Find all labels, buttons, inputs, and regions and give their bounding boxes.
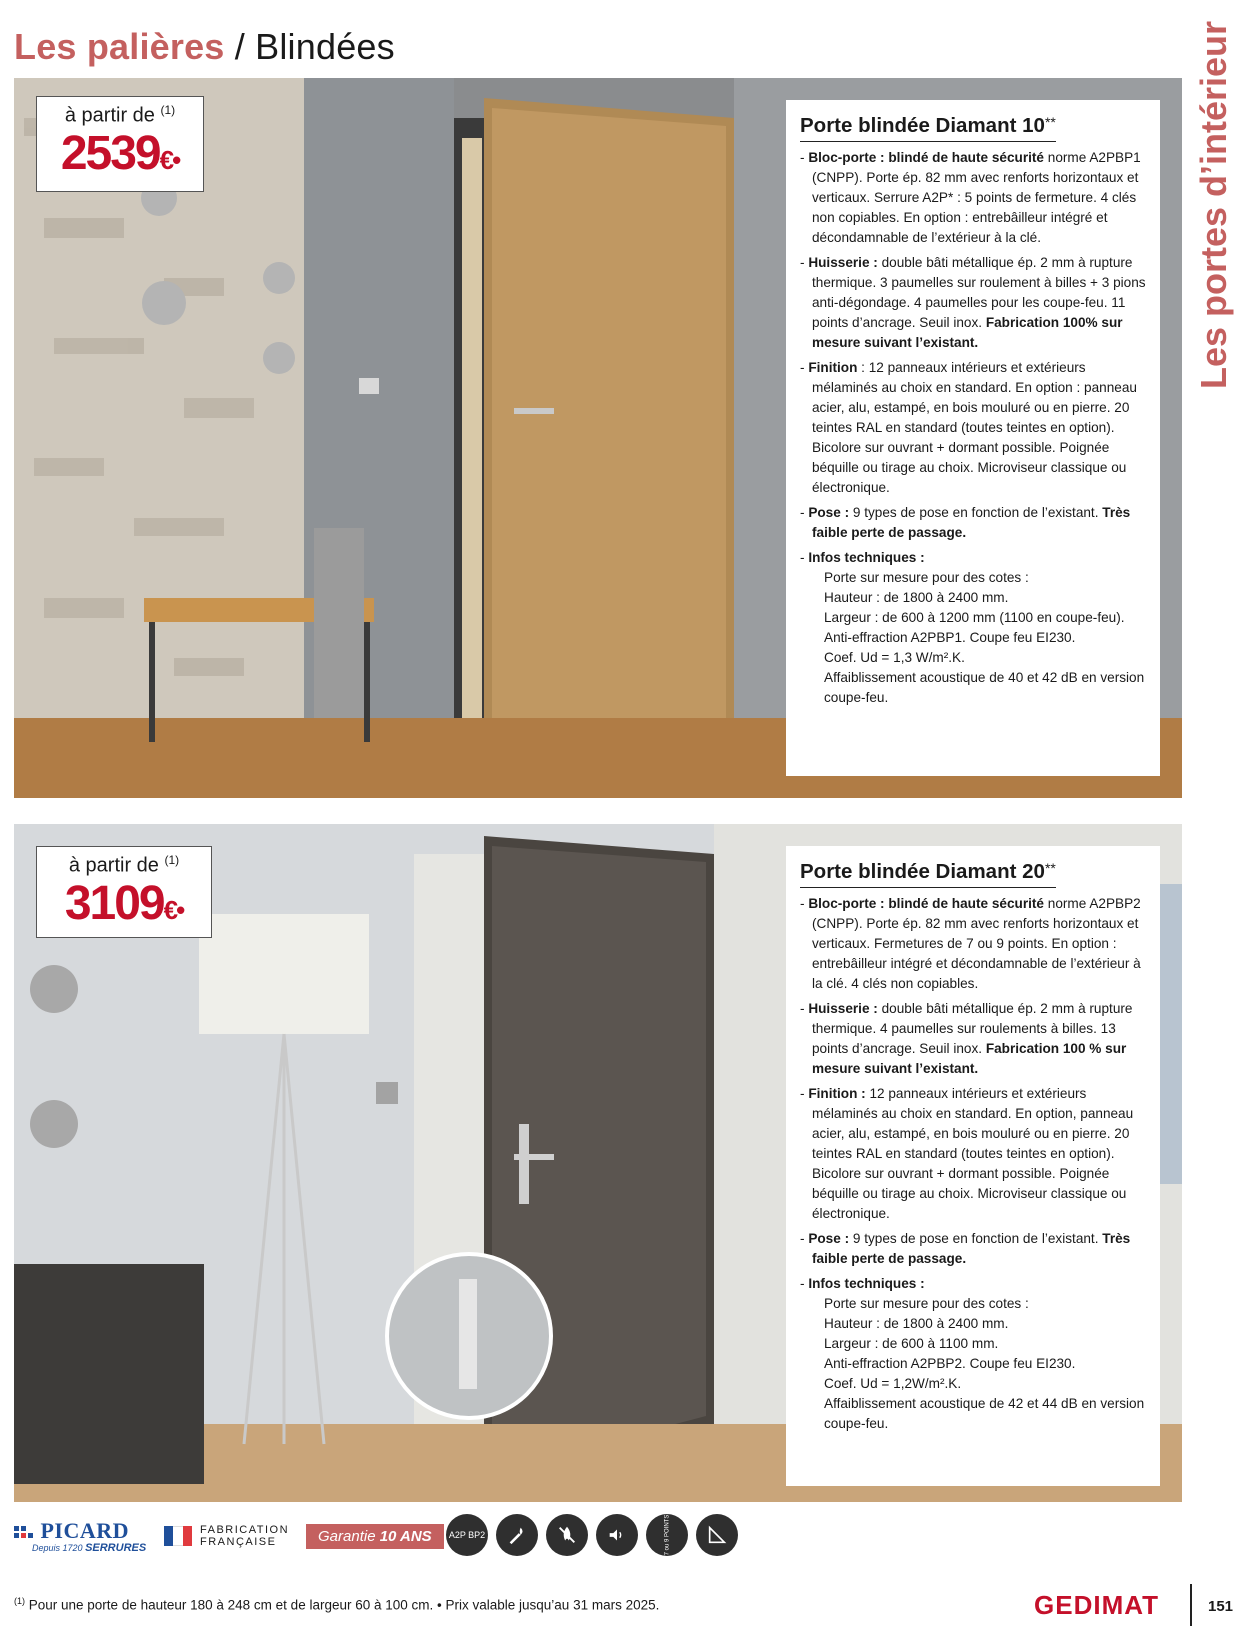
- price-label-text: à partir de: [64, 104, 161, 127]
- spec-huisserie: - Huisserie : double bâti métallique ép. 2 mm à rupture thermique. 3 paumelles sur roulement à billes + 3 pions anti-dégondage. 4 paumelles pour les coupe-feu. 11 points d’ancrage. Seuil inox. Fabrication 100% sur mesure suivant l’existant.: [800, 255, 1146, 350]
- guarantee-value: 10 ANS: [379, 1528, 432, 1545]
- fabrication-francaise: [164, 1524, 289, 1548]
- spec-lead: Pose :: [808, 1231, 850, 1246]
- product-title-text: Porte blindée Diamant 10: [800, 114, 1045, 137]
- page-number: 151: [1208, 1598, 1234, 1615]
- price-dot: •: [172, 144, 180, 175]
- badge-label: 7 ou 9 POINTS: [664, 1514, 670, 1556]
- tech-line: Porte sur mesure pour des cotes :: [824, 1296, 1029, 1311]
- page-title: [14, 26, 395, 68]
- spec-huisserie: - Huisserie : double bâti métallique ép. 2 mm à rupture thermique. 4 paumelles sur roulements à billes. 13 points d’ancrage. Seuil inox. Fabrication 100 % sur mesure suivant l’existant.: [800, 1001, 1133, 1076]
- spec-infos-techniques: - Infos techniques : Porte sur mesure pour des cotes : Hauteur : de 1800 à 2400 mm. Largeur : de 600 à 1100 mm. Anti-effraction A2PBP2. Coupe feu EI230. Coef. Ud = 1,2W/m².K. Affaiblissement acoustique de 42 et 44 dB en version coupe-feu.: [800, 1274, 1148, 1434]
- picard-logo: [14, 1518, 146, 1554]
- price-label-text: à partir de: [68, 854, 165, 877]
- fabrication-line1: FABRICATION: [200, 1524, 290, 1536]
- product-title: [800, 860, 1056, 888]
- price-amount: 2539: [60, 126, 160, 180]
- picard-serrures: SERRURES: [85, 1542, 147, 1554]
- spec-lead: Infos techniques :: [808, 550, 925, 565]
- price-value: [37, 878, 211, 930]
- picard-name: PICARD: [40, 1518, 130, 1543]
- spec-bloc-porte: - Bloc-porte : blindé de haute sécurité norme A2PBP2 (CNPP). Porte ép. 82 mm avec renforts horizontaux et verticaux. Fermetures de 7 ou 9 points. En option : entrebâilleur intégré et décondamnable de l’extérieur à la clé. 4 clés non copiables.: [800, 896, 1141, 991]
- fire-torch-icon: [496, 1514, 538, 1556]
- price-value: [37, 128, 203, 180]
- spec-lead: Bloc-porte : blindé de haute sécurité: [808, 150, 1044, 165]
- tech-line: Hauteur : de 1800 à 2400 mm.: [824, 1316, 1009, 1331]
- spec-pose: - Pose : 9 types de pose en fonction de l’existant. Très faible perte de passage.: [800, 505, 1131, 540]
- spec-text: norme A2PBP1 (CNPP). Porte ép. 82 mm avec renforts horizontaux et verticaux. Serrure A2P* : 5 points de fermeture. 4 clés non copiables. En option : entrebâilleur intégré et décondamnable de l’extérieur à la clé.: [812, 150, 1141, 245]
- guarantee-badge: [306, 1524, 444, 1549]
- spec-finition: - Finition : 12 panneaux intérieurs et extérieurs mélaminés au choix en standard. En option, panneau acier, alu, estampé, en bois mouluré ou en pierre. 20 teintes RAL en standard (toutes teintes en option). Bicolore sur ouvrant + dormant possible. Poignée béquille ou tirage au choix. Microviseur classique ou électronique.: [800, 1086, 1134, 1221]
- spec-bold-tail: Fabrication 100 % sur mesure suivant l’existant.: [812, 1041, 1127, 1076]
- price-label: [37, 853, 211, 878]
- side-section-title-text: Les portes d’intérieur: [1193, 20, 1234, 390]
- spec-bold-tail: Très faible perte de passage.: [812, 505, 1131, 540]
- brand-name: GEDIMAT: [1034, 1590, 1159, 1620]
- tech-line: Hauteur : de 1800 à 2400 mm.: [824, 590, 1009, 605]
- product-title: [800, 114, 1056, 142]
- lock-points-icon: [646, 1514, 688, 1556]
- price-currency: €: [163, 894, 177, 925]
- french-flag-icon: [164, 1526, 192, 1546]
- spec-pose: - Pose : 9 types de pose en fonction de l’existant. Très faible perte de passage.: [800, 1231, 1131, 1266]
- tech-line: Largeur : de 600 à 1200 mm (1100 en coupe-feu).: [824, 610, 1125, 625]
- price-note: (1): [164, 853, 180, 867]
- picard-mark-icon: [14, 1524, 36, 1544]
- tech-line: Anti-effraction A2PBP1. Coupe feu EI230.: [824, 630, 1076, 645]
- fire-resistance-icon: [546, 1514, 588, 1556]
- footnote-mark: (1): [14, 1596, 25, 1606]
- tech-line: Anti-effraction A2PBP2. Coupe feu EI230.: [824, 1356, 1076, 1371]
- title-category: Les palières: [14, 26, 225, 67]
- spec-text: 12 panneaux intérieurs et extérieurs mélaminés au choix en standard. En option, panneau acier, alu, estampé, en bois mouluré ou en pierre. 20 teintes RAL en standard (toutes teintes en option). Bicolore sur ouvrant + dormant possible. Poignée béquille ou tirage au choix. Microviseur classique ou électronique.: [812, 1086, 1134, 1221]
- tech-line: Affaiblissement acoustique de 40 et 42 dB en version coupe-feu.: [824, 670, 1145, 705]
- product-title-stars: **: [1044, 860, 1056, 876]
- footer-divider: [1190, 1584, 1192, 1626]
- price-dot: •: [176, 894, 184, 925]
- title-subcategory: Blindées: [255, 26, 395, 67]
- tech-line: Coef. Ud = 1,3 W/m².K.: [824, 650, 965, 665]
- spec-text: norme A2PBP2 (CNPP). Porte ép. 82 mm avec renforts horizontaux et verticaux. Fermetures de 7 ou 9 points. En option : entrebâilleur intégré et décondamnable de l’extérieur à la clé. 4 clés non copiables.: [812, 896, 1141, 991]
- spec-infos-techniques: - Infos techniques : Porte sur mesure pour des cotes : Hauteur : de 1800 à 2400 mm. Largeur : de 600 à 1200 mm (1100 en coupe-feu). Anti-effraction A2PBP1. Coupe feu EI230. Coef. Ud = 1,3 W/m².K. Affaiblissement acoustique de 40 et 42 dB en version coupe-feu.: [800, 548, 1148, 708]
- spec-lead: Infos techniques :: [808, 1276, 925, 1291]
- fabrication-line2: FRANÇAISE: [200, 1536, 277, 1548]
- product-title-stars: **: [1044, 114, 1056, 130]
- spec-text: : 12 panneaux intérieurs et extérieurs mélaminés au choix en standard. En option : panneau acier, alu, estampé, en bois mouluré ou en pierre. 20 teintes RAL en standard (toutes teintes en option). Bicolore sur ouvrant + dormant possible. Poignée béquille ou tirage au choix. Microviseur classique ou électronique.: [812, 360, 1137, 495]
- spec-finition: - Finition : 12 panneaux intérieurs et extérieurs mélaminés au choix en standard. En option : panneau acier, alu, estampé, en bois mouluré ou en pierre. 20 teintes RAL en standard (toutes teintes en option). Bicolore sur ouvrant + dormant possible. Poignée béquille ou tirage au choix. Microviseur classique ou électronique.: [800, 360, 1137, 495]
- badge-label: A2P BP2: [448, 1530, 486, 1540]
- price-currency: €: [159, 144, 173, 175]
- spec-lead: Bloc-porte : blindé de haute sécurité: [808, 896, 1044, 911]
- spec-lead: Huisserie :: [808, 255, 878, 270]
- price-note: (1): [160, 103, 176, 117]
- footnote-text: Pour une porte de hauteur 180 à 248 cm et de largeur 60 à 100 cm. • Prix valable jusqu’au 31 mars 2025.: [25, 1597, 660, 1613]
- spec-text: 9 types de pose en fonction de l’existant.: [849, 505, 1103, 520]
- spec-lead: Finition :: [808, 1086, 866, 1101]
- footer-logos: [14, 1514, 774, 1560]
- tech-line: Largeur : de 600 à 1100 mm.: [824, 1336, 999, 1351]
- measure-square-icon: [696, 1514, 738, 1556]
- title-separator: /: [224, 26, 256, 67]
- spec-bloc-porte: - Bloc-porte : blindé de haute sécurité norme A2PBP1 (CNPP). Porte ép. 82 mm avec renforts horizontaux et verticaux. Serrure A2P* : 5 points de fermeture. 4 clés non copiables. En option : entrebâilleur intégré et décondamnable de l’extérieur à la clé.: [800, 150, 1141, 245]
- spec-lead: Pose :: [808, 505, 850, 520]
- price-tag-diamant-10: [36, 96, 204, 192]
- picard-tagline: [14, 1542, 146, 1554]
- a2p-bp2-icon: [446, 1514, 488, 1556]
- tech-line: Coef. Ud = 1,2W/m².K.: [824, 1376, 962, 1391]
- product-info-diamant-10: [786, 100, 1160, 776]
- spec-bold-tail: Fabrication 100% sur mesure suivant l’existant.: [812, 315, 1123, 350]
- product-title-text: Porte blindée Diamant 20: [800, 860, 1045, 883]
- tech-line: Affaiblissement acoustique de 42 et 44 dB en version coupe-feu.: [824, 1396, 1145, 1431]
- product-info-diamant-20: [786, 846, 1160, 1486]
- footnote: [14, 1596, 659, 1613]
- guarantee-prefix: Garantie: [318, 1528, 380, 1545]
- side-section-title: [1188, 10, 1240, 400]
- acoustic-thermal-icon: [596, 1514, 638, 1556]
- gedimat-logo: [1034, 1590, 1159, 1621]
- spec-bold-tail: Très faible perte de passage.: [812, 1231, 1131, 1266]
- spec-lead: Huisserie :: [808, 1001, 878, 1016]
- picard-since: Depuis 1720: [32, 1543, 83, 1553]
- spec-text: double bâti métallique ép. 2 mm à rupture thermique. 4 paumelles sur roulements à billes. 13 points d’ancrage. Seuil inox.: [812, 1001, 1133, 1056]
- price-amount: 3109: [64, 876, 164, 930]
- tech-line: Porte sur mesure pour des cotes :: [824, 570, 1029, 585]
- price-label: [37, 103, 203, 128]
- spec-text: 9 types de pose en fonction de l’existant.: [849, 1231, 1103, 1246]
- spec-text: double bâti métallique ép. 2 mm à rupture thermique. 3 paumelles sur roulement à billes + 3 pions anti-dégondage. 4 paumelles pour les coupe-feu. 11 points d’ancrage. Seuil inox.: [812, 255, 1146, 330]
- spec-lead: Finition: [808, 360, 858, 375]
- price-tag-diamant-20: [36, 846, 212, 938]
